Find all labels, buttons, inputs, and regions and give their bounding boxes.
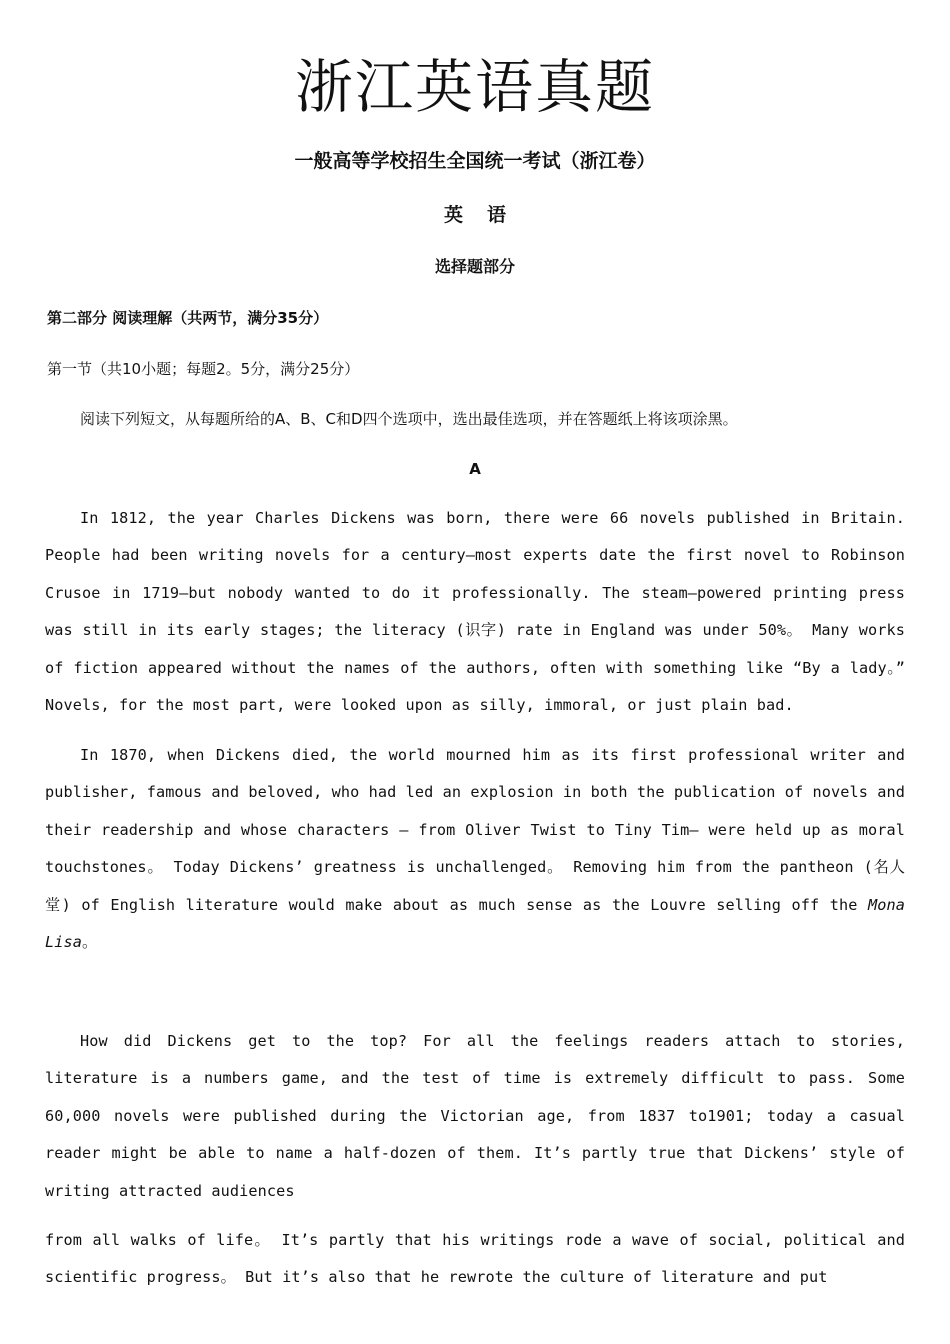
paragraph-2 xyxy=(45,737,905,961)
paragraph-4: from all walks of life。 It’s partly that his writings rode a wave of social, political and scientific progress。 But it’s also that he rewrote the culture of literature and put xyxy=(45,1231,905,1287)
paragraph-3: How did Dickens get to the top? For all the feelings readers attach to stories, literature is a numbers game, and the test of time is extremely difficult to pass. Some 60,000 novels were published during the Victorian age, from 1837 to1901; today a casual reader might be able to name a half-dozen of them. It’s partly true that Dickens’ style of writing attracted audiences xyxy=(45,1032,905,1200)
paragraph-2-italic: Mona Lisa xyxy=(45,895,905,952)
page-title: 浙江英语真题 xyxy=(294,53,655,121)
exam-subtitle: 一般高等学校招生全国统一考试（浙江卷） xyxy=(294,150,656,172)
instructions-text: 阅读下列短文，从每题所给的A、B、C和D四个选项中，选出最佳选项，并在答题纸上将该项涂黑。 xyxy=(80,410,738,428)
paragraph-2-text: In 1870, when Dickens died, the world mourned him as its first professional writer and publisher, famous and beloved, who had led an explosion in both the publication of novels and their readership and whose characters — from Oliver Twist to Tiny Tim— were held up as moral touchstones。 Today Dickens’ greatness is unchallenged。 Removing him from the pantheon (名人堂) of English literature would make about as much sense as the Louvre selling off the xyxy=(45,746,905,914)
subject-heading: 英语 xyxy=(443,204,530,226)
section-heading: 选择题部分 xyxy=(434,257,515,276)
paragraph-1: In 1812, the year Charles Dickens was born, there were 66 novels published in Britain. People had been writing novels for a century—most experts date the first novel to Robinson Crusoe in 1719—but nobody wanted to do it professionally. The steam—powered printing press was still in its early stages; the literacy (识字) rate in England was under 50%。 Many works of fiction appeared without the names of the authors, often with something like “By a lady。” Novels, for the most part, were looked upon as silly, immoral, or just plain bad. xyxy=(45,509,905,715)
subsection-heading: 第一节（共10小题；每题2。5分，满分25分） xyxy=(47,360,360,378)
passage-label: A xyxy=(469,460,481,478)
part-heading: 第二部分 阅读理解（共两节，满分35分） xyxy=(47,309,329,327)
paragraph-2-end: 。 xyxy=(81,933,98,952)
